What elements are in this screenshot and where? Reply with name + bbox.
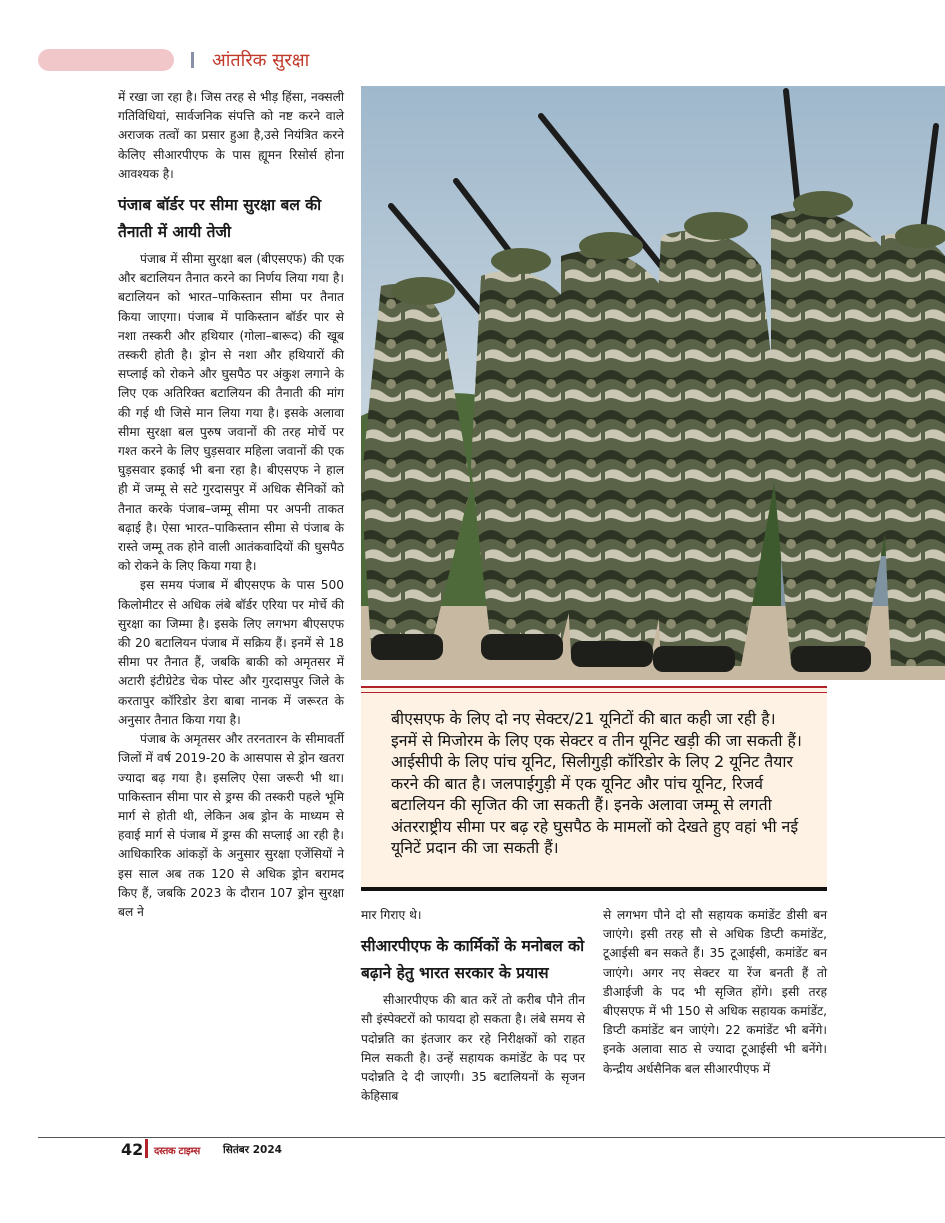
footer-rule [38, 1137, 945, 1138]
highlight-rule-bottom [361, 887, 827, 891]
subheading-bsf: पंजाब बॉर्डर पर सीमा सुरक्षा बल की तैनाती में आयी तेजी [118, 196, 322, 242]
magazine-logo: दस्तक टाइम्स [154, 1146, 200, 1157]
soldiers-photo-image [361, 86, 945, 680]
paragraph-bsf-3: पंजाब के अमृतसर और तरनतारन के सीमावर्ती जिलों में वर्ष 2019-20 के आसपास से ड्रोन खतरा ज्यादा बढ़ गया है। इसलिए ऐसा जरूरी भी था। पाकिस्तान सीमा पार से ड्रग्स की तस्करी पहले भूमि मार्ग से होती थी, लेकिन अब ड्रोन के माध्यम से हवाई मार्ग से पंजाब में ड्रग्स की सप्लाई आ रही है। आधिकारिक आंकड़ों के अनुसार सुरक्षा एजेंसियों ने इस साल अब तक 120 से अधिक ड्रोन बरामद किए हैं, जबकि 2023 के दौरान 107 ड्रोन सुरक्षा बल ने [118, 732, 344, 919]
paragraph-continued: मार गिराए थे। [361, 908, 422, 922]
paragraph-bsf-1: पंजाब में सीमा सुरक्षा बल (बीएसएफ) की एक और बटालियन तैनात करने का निर्णय लिया गया है। बटालियन को भारत–पाकिस्तान सीमा पर तैनात किया जाएगा। पंजाब में पाकिस्तान बॉर्डर पार से नशा तस्करी और हथियार (गोला–बारूद) की खूब तस्करी होती है। ड्रोन से नशा और हथियारों की सप्लाई को रोकने और घुसपैठ पर अंकुश लगाने के लिए एक अतिरिक्त बटालियन की तैनाती की मांग की गई थी जिसे मान लिया गया है। इसके अलावा सीमा सुरक्षा बल पुरुष जवानों की तरह मोर्चे पर गश्त करने के लिए घुड़सवार महिला जवानों की एक घुड़सवार इकाई भी बना रहा है। बीएसएफ ने हाल ही में जम्मू से सटे गुरदासपुर में अधिक सैनिकों को तैनात करके पंजाब–जम्मू सीमा पर अपनी ताकत बढ़ाई है। ऐसा भारत–पाकिस्तान सीमा से पंजाब के रास्ते जम्मू तक होने वाली आतंकवादियों की घुसपैठ को रोकने के लिए किया गया है। [118, 252, 344, 574]
footer-divider [145, 1139, 148, 1158]
soldiers-photo [361, 86, 945, 680]
issue-date: सितंबर 2024 [223, 1144, 282, 1156]
page-number: 42 [121, 1140, 144, 1159]
header-divider [191, 52, 194, 68]
article-column-3 [603, 906, 827, 1079]
highlight-rule-top-thin [361, 692, 827, 693]
highlight-rule-top [361, 686, 827, 688]
subheading-crpf: सीआरपीएफ के कार्मिकों के मनोबल को बढ़ाने हेतु भारत सरकार के प्रयास [361, 937, 585, 983]
article-column-2 [361, 906, 585, 1106]
paragraph-bsf-2: इस समय पंजाब में बीएसएफ के पास 500 किलोमीटर से अधिक लंबे बॉर्डर एरिया पर मोर्चे की सुरक्षा का जिम्मा है। इसके लिए लगभग बीएसएफ की 20 बटालियन पंजाब में सक्रिय हैं। इनमें से 18 सीमा पर तैनात हैं, जबकि बाकी को अमृतसर में अटारी इंटीग्रेटेड चेक पोस्ट और गुरदासपुर जिले के करतापुर कॉरिडोर डेरा बाबा नानक में जरूरत के अनुसार तैनात किया गया है। [118, 578, 344, 727]
paragraph-crpf-2: से लगभग पौने दो सौ सहायक कमांडेंट डीसी बन जाएंगे। इसी तरह सौ से अधिक डिप्टी कमांडेंट, टूआईसी बन सकते हैं। 35 टूआईसी, कमांडेंट बन जाएंगे। अगर नए सेक्टर या रेंज बनती हैं तो डीआईजी के पद भी सृजित होंगे। इसी तरह बीएसएफ में भी 150 से अधिक सहायक कमांडेंट, डिप्टी कमांडेंट बन जाएंगे। 22 कमांडेंट भी बनेंगे। इनके अलावा साठ से ज्यादा टूआईसी भी बनेंगे। केन्द्रीय अर्धसैनिक बल सीआरपीएफ में [603, 908, 827, 1076]
highlight-text: बीएसएफ के लिए दो नए सेक्टर/21 यूनिटों की बात कही जा रही है। इनमें से मिजोरम के लिए एक सेक्टर व तीन यूनिट खड़ी की जा सकती हैं। आईसीपी के लिए पांच यूनिट, सिलीगुड़ी कॉरिडोर के लिए 2 यूनिट तैयार करने की बात है। जलपाईगुड़ी में एक यूनिट और पांच यूनिट, रिजर्व बटालियन की सृजित की जा सकती हैं। इनके अलावा जम्मू से लगती अंतरराष्ट्रीय सीमा पर बढ़ रहे घुसपैठ के मामलों को देखते हुए वहां भी नई यूनिटें प्रदान की जा सकती हैं। [391, 709, 802, 857]
article-column-1 [118, 88, 344, 922]
header-pill [38, 49, 174, 71]
paragraph-crpf-1: सीआरपीएफ की बात करें तो करीब पौने तीन सौ इंस्पेक्टरों को फायदा हो सकता है। लंबे समय से पदोन्नति का इंतजार कर रहे निरीक्षकों को राहत मिल सकती है। उन्हें सहायक कमांडेंट के पद पर पदोन्नति दे दी जाएगी। 35 बटालियनों के सृजन केहिसाब [361, 993, 585, 1104]
section-title: आंतरिक सुरक्षा [212, 50, 310, 71]
intro-paragraph: में रखा जा रहा है। जिस तरह से भीड़ हिंसा, नक्सली गतिविधियां, सार्वजनिक संपत्ति को नष्ट करने वाले अराजक तत्वों का प्रसार हुआ है,उसे नियंत्रित करने केलिए सीआरपीएफ के पास ह्यूमन रिसोर्स होना आवश्यक है। [118, 90, 344, 181]
highlight-box [361, 686, 827, 891]
